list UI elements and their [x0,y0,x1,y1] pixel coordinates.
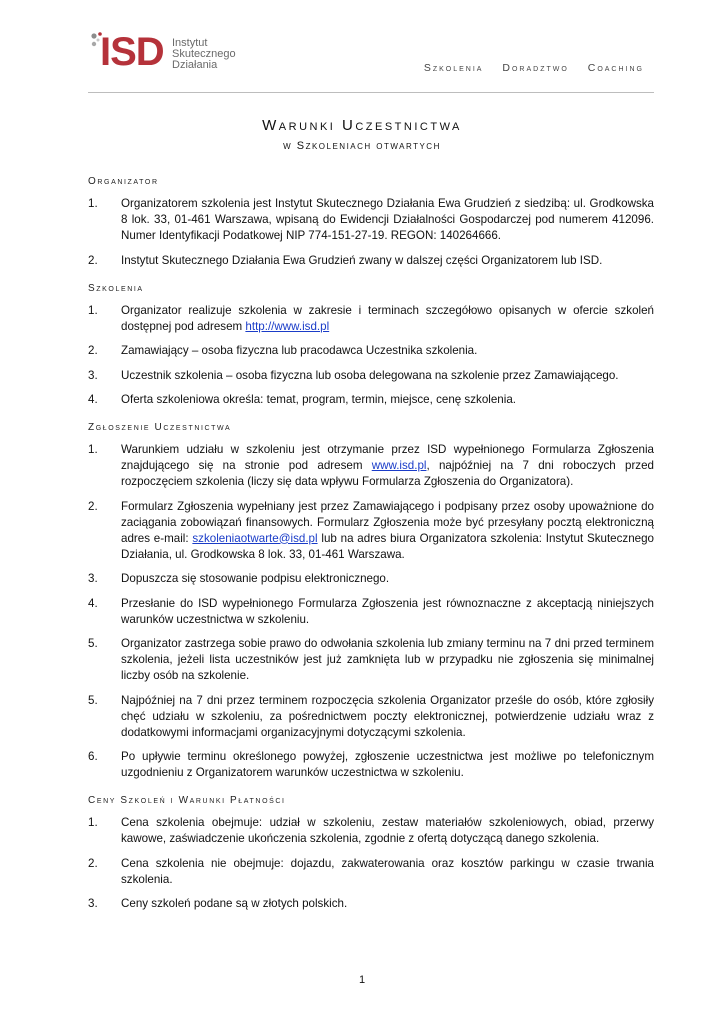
item-number: 2. [88,253,98,267]
document-body [88,172,654,926]
item-link[interactable]: http://www.isd.pl [245,319,330,333]
item-text: Uczestnik szkolenia – osoba fizyczna lub osoba delegowana na szkolenie przez Zamawiającego. [121,368,619,382]
item-text: Zamawiający – osoba fizyczna lub pracodawca Uczestnika szkolenia. [121,344,478,357]
item-text: Cena szkolenia obejmuje: udział w szkoleniu, zestaw materiałów szkoleniowych, obiad, przerwy kawowe, zaświadczenie ukończenia szkolenia, zgodnie z ofertą dotyczącą danego szkolenia. [121,816,654,845]
list-item [88,196,654,244]
header-divider [88,92,654,93]
item-text: Ceny szkoleń podane są w złotych polskich. [121,897,348,910]
item-number: 3. [88,572,98,585]
section-heading: Ceny Szkoleń i Warunki Płatności [88,795,286,806]
item-text: Najpóźniej na 7 dni przez terminem rozpoczęcia szkolenia Organizator prześle do osób, które zgłosiły chęć udziału w szkoleniu, za pośrednictwem poczty elektronicznej, potwierdzenie udziału wraz z dodatkowymi informacjami organizacyjnymi dotyczącymi szkolenia. [121,693,654,739]
list-item [88,856,654,888]
list-item [88,499,654,563]
item-number: 2. [88,499,98,513]
list-item [88,571,654,587]
item-number: 2. [88,344,98,357]
item-text: Organizator zastrzega sobie prawo do odwołania szkolenia lub zmiany terminu na 7 dni przed terminem szkolenia, jeżeli lista uczestników jest już zamknięta lub w przypadku nie zgłoszenia się minimalnej liczby osób na szkolenie. [121,637,654,682]
list-item [88,693,654,741]
section [88,422,654,781]
logo-line: Działania [172,59,218,71]
list-item [88,253,654,269]
list-item [88,815,654,847]
list-item [88,896,654,912]
item-number: 1. [88,197,98,210]
section-heading: Zgłoszenie Uczestnictwa [88,422,232,433]
item-number: 2. [88,856,98,870]
item-number: 6. [88,750,98,763]
item-text: Po upływie terminu określonego powyżej, zgłoszenie uczestnictwa jest możliwe po telefonicznym uzgodnieniu z Organizatorem warunków uczestnictwa w szkoleniu. [121,750,654,779]
item-link[interactable]: www.isd.pl [371,459,427,472]
page-title: Warunki Uczestnictwa [262,117,462,134]
item-number: 4. [88,393,98,406]
header-tagline [410,62,644,74]
section-heading: Szkolenia [88,282,144,294]
isd-logo [90,28,250,76]
item-text [121,442,654,490]
item-text [121,303,654,335]
section [88,283,654,409]
item-link[interactable]: szkoleniaotwarte@isd.pl [192,531,318,545]
list-item [88,596,654,628]
item-number: 3. [88,368,98,382]
item-number: 4. [88,596,98,610]
item-text-part: lub na adres biura Organizatora szkolenia: Instytut Skutecznego Działania, ul. Grodkowska 8 lok. 33, 01-461 Warszawa. [121,531,655,561]
item-text: Oferta szkoleniowa określa: temat, program, termin, miejsce, cenę szkolenia. [121,393,516,406]
list-item [88,636,654,684]
page-number: 1 [358,974,366,986]
item-text: Przesłanie do ISD wypełnionego Formularza Zgłoszenia jest równoznaczne z akceptacją niniejszych warunków uczestnictwa w szkoleniu. [121,596,654,626]
item-number: 3. [88,897,98,910]
list-item [88,343,654,359]
tagline-item: Szkolenia [423,62,484,74]
item-text: Instytut Skutecznego Działania Ewa Grudzień zwany w dalszej części Organizatorem lub ISD. [121,253,603,267]
list-item [88,442,654,490]
item-text: Cena szkolenia nie obejmuje: dojazdu, zakwaterowania oraz kosztów parkingu w czasie trwania szkolenia. [121,856,654,886]
section-heading: Organizator [88,176,159,187]
item-text-part: , najpóźniej na 7 dni roboczych przed rozpoczęciem szkolenia (liczy się data wpływu Formularza Zgłoszenia do Organizatora). [121,459,654,488]
item-number: 1. [88,303,98,317]
section [88,176,654,269]
item-text-part: Formularz Zgłoszenia wypełniany jest przez Zamawiającego i podpisany przez osoby upoważnione do zaciągania zobowiązań finansowych. Formularz Zgłoszenia może być przesyłany pocztą elektroniczną adres e-mail: [121,499,654,545]
item-text-part: Warunkiem udziału w szkoleniu jest otrzymanie przez ISD wypełnionego Formularza Zgłoszenia znajdującego się na stronie pod adresem [121,443,654,472]
item-text: Organizatorem szkolenia jest Instytut Skutecznego Działania Ewa Grudzień z siedzibą: ul. Grodkowska 8 lok. 33, 01-461 Warszawa, wpisaną do Ewidencji Działalności Gospodarczej pod numerem 412096. Numer Identyfikacji Podatkowej NIP 774-151-27-19. REGON: 140264666. [121,197,654,242]
item-number: 1. [88,443,98,456]
logo-mark: ISD [100,30,164,74]
tagline-item: Coaching [587,62,644,74]
item-number: 1. [88,816,98,829]
list-item [88,368,654,384]
logo-line: Skutecznego [172,48,236,60]
item-text [121,499,654,563]
item-number: 5. [88,693,98,707]
logo-name [172,38,236,71]
tagline-item: Doradztwo [502,62,569,74]
item-number: 5. [88,637,98,650]
list-item [88,749,654,781]
list-item [88,392,654,408]
logo-line: Instytut [172,37,208,49]
item-text: Dopuszcza się stosowanie podpisu elektronicznego. [121,572,390,585]
section [88,795,654,912]
page-subtitle: w Szkoleniach otwartych [283,140,441,152]
list-item [88,303,654,335]
item-text-part: Organizator realizuje szkolenia w zakresie i terminach szczegółowo opisanych w ofercie szkoleń dostępnej pod adresem [121,303,654,333]
